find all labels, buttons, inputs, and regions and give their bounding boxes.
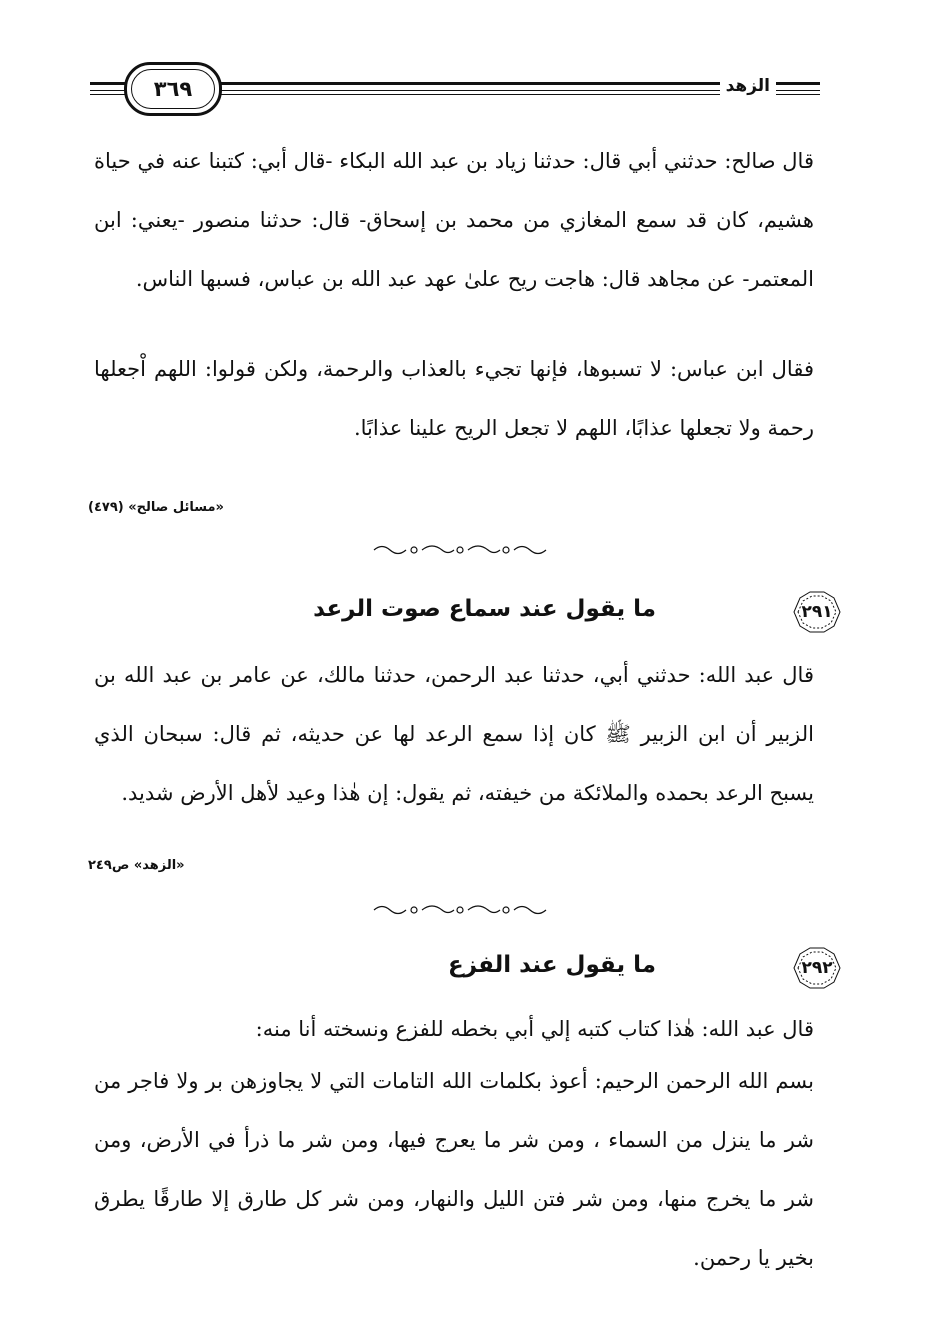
- paragraph-salih: قال صالح: حدثني أبي قال: حدثنا زياد بن عبد الله البكاء -قال أبي: كتبنا عنه في حياة هشيم، كان قد سمع المغازي من محمد بن إسحاق- قال: حدثنا منصور -يعني: ابن المعتمر- عن مجاهد قال: هاجت ريح علىٰ عهد عبد الله بن عباس، فسبها الناس.: [94, 149, 814, 291]
- source-citation: «مسائل صالح» (٤٧٩): [88, 500, 224, 515]
- section-title: ما يقول عند الفزع: [448, 952, 656, 978]
- section-heading-292: [106, 944, 846, 994]
- section-title: ما يقول عند سماع صوت الرعد: [313, 596, 656, 622]
- section-number: ٢٩١: [801, 602, 833, 622]
- page-header: [90, 62, 820, 118]
- ornament-divider: [368, 540, 548, 560]
- section-heading-291: [106, 588, 846, 638]
- paragraph-supplication: بسم الله الرحمن الرحيم: أعوذ بكلمات الله التامات التي لا يجاوزهن بر ولا فاجر من شر ما ينزل من السماء ، ومن شر ما يعرج فيها، ومن شر ما ذرأ في الأرض، ومن شر ما يخرج منها، ومن شر فتن الليل والنهار، ومن شر كل طارق إلا طارقًا يطرق بخير يا رحمن.: [94, 1069, 814, 1270]
- page-number: ٣٦٩: [124, 62, 222, 116]
- section-number-badge: [788, 944, 846, 992]
- paragraph-ibn-abbas: فقال ابن عباس: لا تسبوها، فإنها تجيء بالعذاب والرحمة، ولكن قولوا: اللهم اْجعلها رحمة ولا تجعلها عذابًا، اللهم لا تجعل الريح علينا عذابًا.: [94, 357, 814, 440]
- source-citation: «الزهد» ص٢٤٩: [88, 858, 185, 873]
- section-number: ٢٩٢: [801, 958, 833, 978]
- running-title: الزهد: [720, 76, 776, 96]
- paragraph-letter-intro: قال عبد الله: هٰذا كتاب كتبه إلي أبي بخطه للفزع ونسخته أنا منه:: [255, 1017, 814, 1041]
- ornament-divider: [368, 900, 548, 920]
- section-number-badge: [788, 588, 846, 636]
- paragraph-thunder: قال عبد الله: حدثني أبي، حدثنا عبد الرحمن، حدثنا مالك، عن عامر بن عبد الله بن الزبير أن ابن الزبير ﷺ كان إذا سمع الرعد لها عن حديثه، ثم قال: سبحان الذي يسبح الرعد بحمده والملائكة من خيفته، ثم يقول: إن هٰذا وعيد لأهل الأرض شديد.: [94, 663, 814, 805]
